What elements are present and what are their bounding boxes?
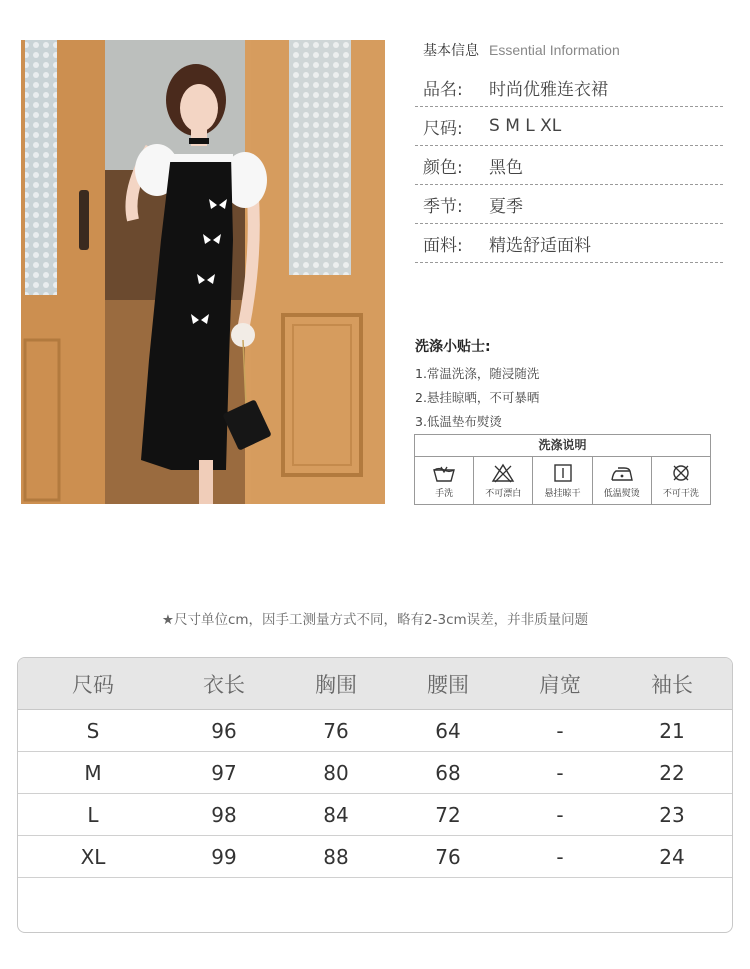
info-row-size xyxy=(415,107,723,146)
wash-label: 悬挂晾干 xyxy=(544,488,581,499)
wash-label: 低温熨烫 xyxy=(603,488,640,499)
info-row-season xyxy=(415,185,723,224)
table-cell: 98 xyxy=(211,802,237,827)
table-cell: - xyxy=(556,844,564,869)
header-cell: 袖长 xyxy=(651,672,693,697)
table-cell: - xyxy=(556,718,564,743)
info-value: 精选舒适面料 xyxy=(489,235,591,256)
hand-wash-icon xyxy=(431,463,457,483)
table-cell: 72 xyxy=(435,802,461,827)
wash-label: 不可干洗 xyxy=(662,488,699,499)
header-cell: 腰围 xyxy=(427,672,469,697)
essential-info xyxy=(415,40,723,263)
table-row xyxy=(18,794,732,836)
wash-label: 手洗 xyxy=(435,488,454,499)
tip-item: 2.悬挂晾晒，不可暴晒 xyxy=(415,390,540,405)
wash-instructions xyxy=(414,434,711,505)
info-row-fabric xyxy=(415,224,723,263)
info-value: 时尚优雅连衣裙 xyxy=(489,79,608,100)
wash-cell-no-bleach xyxy=(474,457,533,504)
info-title-en: Essential Information xyxy=(489,42,620,58)
table-cell: L xyxy=(87,802,99,827)
tip-item: 1.常温洗涤，随浸随洗 xyxy=(415,366,540,381)
wash-cell-no-dry-clean xyxy=(652,457,710,504)
size-note: ★尺寸单位cm，因手工测量方式不同，略有2-3cm误差，并非质量问题 xyxy=(161,612,589,628)
table-cell: 64 xyxy=(435,718,461,743)
table-cell: 99 xyxy=(211,844,237,869)
table-cell: 88 xyxy=(323,844,349,869)
info-row-color xyxy=(415,146,723,185)
table-cell: 23 xyxy=(659,802,685,827)
info-value: S M L XL xyxy=(489,116,562,136)
washing-tips xyxy=(415,336,715,434)
table-cell: XL xyxy=(80,844,106,869)
table-cell: 68 xyxy=(435,760,461,785)
wash-label: 不可漂白 xyxy=(485,488,522,499)
size-table xyxy=(17,657,733,933)
info-key: 面料: xyxy=(423,235,463,256)
table-row xyxy=(18,752,732,794)
wash-title: 洗涤说明 xyxy=(415,435,710,457)
info-key: 品名: xyxy=(423,79,463,100)
table-cell: 76 xyxy=(323,718,349,743)
info-header xyxy=(415,40,723,68)
table-cell: 24 xyxy=(659,844,685,869)
info-value: 黑色 xyxy=(489,157,523,178)
table-cell: 96 xyxy=(211,718,237,743)
no-bleach-icon xyxy=(490,463,516,483)
header-cell: 肩宽 xyxy=(539,672,581,697)
table-cell: 80 xyxy=(323,760,349,785)
table-cell: 21 xyxy=(659,718,685,743)
wash-cell-low-iron xyxy=(593,457,652,504)
hang-dry-icon xyxy=(550,463,576,483)
table-cell: S xyxy=(86,718,100,743)
info-key: 季节: xyxy=(423,196,463,217)
wash-cell-hang-dry xyxy=(533,457,592,504)
table-cell: 76 xyxy=(435,844,461,869)
product-photo xyxy=(21,40,385,504)
table-cell: 97 xyxy=(211,760,237,785)
wash-cell-hand-wash xyxy=(415,457,474,504)
tips-title: 洗涤小贴士: xyxy=(415,339,491,355)
table-cell: 84 xyxy=(323,802,349,827)
table-cell: 22 xyxy=(659,760,685,785)
no-dry-clean-icon xyxy=(668,463,694,483)
header-cell: 衣长 xyxy=(203,672,245,697)
low-iron-icon xyxy=(609,463,635,483)
header-cell: 胸围 xyxy=(315,672,357,697)
table-cell: - xyxy=(556,760,564,785)
header-cell: 尺码 xyxy=(72,672,114,697)
info-value: 夏季 xyxy=(489,196,523,217)
info-key: 尺码: xyxy=(423,118,463,139)
info-row-name xyxy=(415,68,723,107)
tip-item: 3.低温垫布熨烫 xyxy=(415,414,502,429)
info-title-cn: 基本信息 xyxy=(423,43,479,59)
table-cell: M xyxy=(84,760,102,785)
size-table-header xyxy=(18,658,732,710)
info-key: 颜色: xyxy=(423,157,463,178)
table-cell: - xyxy=(556,802,564,827)
table-row xyxy=(18,836,732,878)
table-row xyxy=(18,710,732,752)
